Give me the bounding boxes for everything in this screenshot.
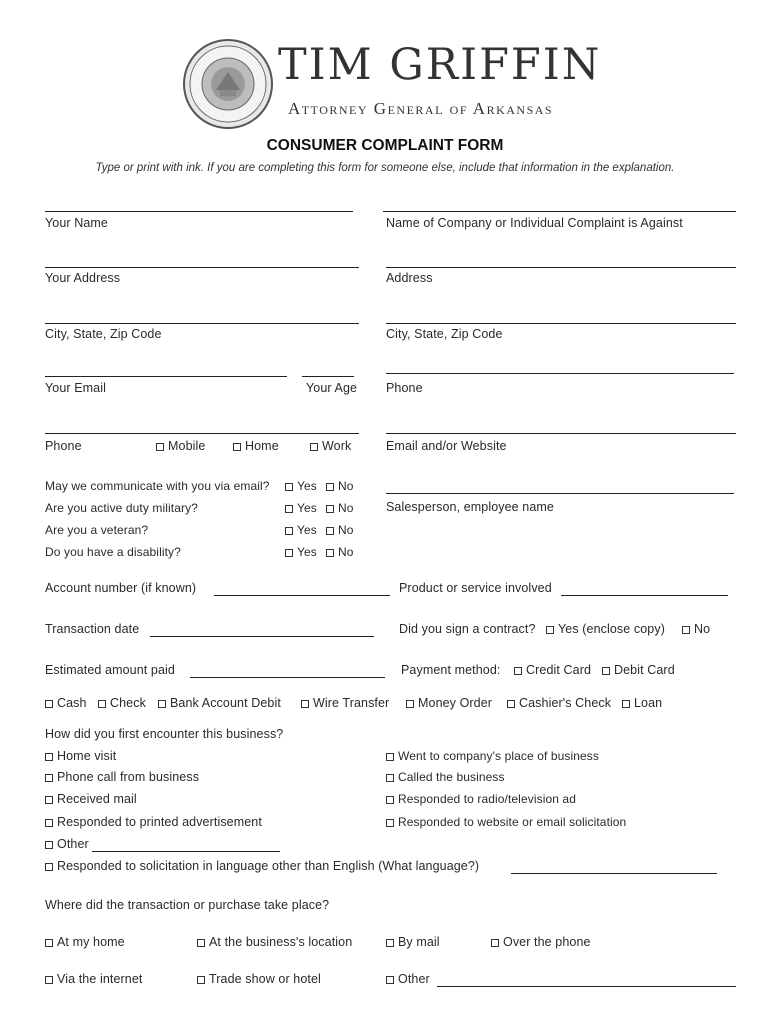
credit-card-checkbox[interactable]: Credit Card bbox=[514, 663, 591, 677]
company-city-label: City, State, Zip Code bbox=[386, 327, 503, 341]
place-trade-show-checkbox[interactable]: Trade show or hotel bbox=[197, 972, 321, 986]
your-address-label: Your Address bbox=[45, 271, 121, 285]
encounter-printed-ad-checkbox[interactable]: Responded to printed advertisement bbox=[45, 815, 262, 829]
place-internet-checkbox[interactable]: Via the internet bbox=[45, 972, 142, 986]
veteran-no-checkbox[interactable]: No bbox=[326, 523, 354, 537]
amount-paid-label: Estimated amount paid bbox=[45, 663, 175, 677]
your-age-label: Your Age bbox=[306, 381, 358, 395]
company-phone-field[interactable] bbox=[386, 373, 734, 374]
your-name-field[interactable] bbox=[45, 211, 353, 212]
company-address-field[interactable] bbox=[386, 267, 736, 268]
company-city-field[interactable] bbox=[386, 323, 736, 324]
your-phone-label: Phone bbox=[45, 439, 82, 453]
debit-card-checkbox[interactable]: Debit Card bbox=[602, 663, 675, 677]
your-city-label: City, State, Zip Code bbox=[45, 327, 162, 341]
account-number-label: Account number (if known) bbox=[45, 581, 197, 595]
payment-check-checkbox[interactable]: Check bbox=[98, 696, 146, 710]
language-field[interactable] bbox=[511, 873, 717, 874]
account-number-field[interactable] bbox=[214, 595, 390, 596]
contract-yes-checkbox[interactable]: Yes (enclose copy) bbox=[546, 622, 665, 636]
payment-wire-checkbox[interactable]: Wire Transfer bbox=[301, 696, 389, 710]
encounter-question: How did you first encounter this business? bbox=[45, 727, 284, 741]
work-checkbox[interactable]: Work bbox=[310, 439, 351, 453]
form-title: CONSUMER COMPLAINT FORM bbox=[266, 137, 504, 154]
place-business-checkbox[interactable]: At the business's location bbox=[197, 935, 352, 949]
brand-office: Attorney General of Arkansas bbox=[288, 99, 554, 118]
your-address-field[interactable] bbox=[45, 267, 359, 268]
product-service-label: Product or service involved bbox=[399, 581, 552, 595]
salesperson-label: Salesperson, employee name bbox=[386, 500, 554, 514]
attorney-general-seal bbox=[182, 38, 274, 130]
encounter-company-place-checkbox[interactable]: Went to company's place of business bbox=[386, 749, 599, 763]
encounter-radio-tv-checkbox[interactable]: Responded to radio/television ad bbox=[386, 792, 576, 806]
encounter-mail-checkbox[interactable]: Received mail bbox=[45, 792, 137, 806]
your-city-field[interactable] bbox=[45, 323, 359, 324]
payment-money-order-checkbox[interactable]: Money Order bbox=[406, 696, 492, 710]
brand-name: TIM GRIFFIN bbox=[278, 40, 602, 90]
place-phone-checkbox[interactable]: Over the phone bbox=[491, 935, 591, 949]
payment-cash-checkbox[interactable]: Cash bbox=[45, 696, 87, 710]
place-home-checkbox[interactable]: At my home bbox=[45, 935, 125, 949]
company-email-label: Email and/or Website bbox=[386, 439, 507, 453]
military-yes-checkbox[interactable]: Yes bbox=[285, 501, 317, 515]
product-service-field[interactable] bbox=[561, 595, 728, 596]
place-other-checkbox[interactable]: Other bbox=[386, 972, 430, 986]
disability-no-checkbox[interactable]: No bbox=[326, 545, 354, 559]
your-name-label: Your Name bbox=[45, 216, 108, 230]
veteran-yes-checkbox[interactable]: Yes bbox=[285, 523, 317, 537]
your-email-label: Your Email bbox=[45, 381, 106, 395]
place-other-field[interactable] bbox=[437, 986, 736, 987]
home-checkbox[interactable]: Home bbox=[233, 439, 279, 453]
place-mail-checkbox[interactable]: By mail bbox=[386, 935, 440, 949]
company-phone-label: Phone bbox=[386, 381, 423, 395]
your-phone-field[interactable] bbox=[45, 433, 359, 434]
place-question: Where did the transaction or purchase take place? bbox=[45, 898, 330, 912]
your-age-field[interactable] bbox=[302, 376, 354, 377]
transaction-date-label: Transaction date bbox=[45, 622, 140, 636]
encounter-home-visit-checkbox[interactable]: Home visit bbox=[45, 749, 116, 763]
encounter-other-field[interactable] bbox=[92, 851, 280, 852]
question-military: Are you active duty military? bbox=[45, 501, 198, 515]
encounter-other-checkbox[interactable]: Other bbox=[45, 837, 89, 851]
payment-method-label: Payment method: bbox=[401, 663, 501, 677]
disability-yes-checkbox[interactable]: Yes bbox=[285, 545, 317, 559]
military-no-checkbox[interactable]: No bbox=[326, 501, 354, 515]
email-no-checkbox[interactable]: No bbox=[326, 479, 354, 493]
mobile-checkbox[interactable]: Mobile bbox=[156, 439, 205, 453]
payment-cashiers-check-checkbox[interactable]: Cashier's Check bbox=[507, 696, 611, 710]
transaction-date-field[interactable] bbox=[150, 636, 374, 637]
payment-bank-debit-checkbox[interactable]: Bank Account Debit bbox=[158, 696, 281, 710]
encounter-called-business-checkbox[interactable]: Called the business bbox=[386, 770, 505, 784]
company-email-field[interactable] bbox=[386, 433, 736, 434]
amount-paid-field[interactable] bbox=[190, 677, 385, 678]
your-email-field[interactable] bbox=[45, 376, 287, 377]
contract-question: Did you sign a contract? bbox=[399, 622, 536, 636]
form-instructions: Type or print with ink. If you are completing this form for someone else, include that information in the explanation. bbox=[95, 162, 675, 174]
company-address-label: Address bbox=[386, 271, 433, 285]
question-veteran: Are you a veteran? bbox=[45, 523, 149, 537]
encounter-language-checkbox[interactable]: Responded to solicitation in language other than English (What language?) bbox=[45, 859, 479, 873]
question-email: May we communicate with you via email? bbox=[45, 479, 270, 493]
company-name-label: Name of Company or Individual Complaint is Against bbox=[386, 216, 683, 230]
salesperson-field[interactable] bbox=[386, 493, 734, 494]
encounter-phone-call-checkbox[interactable]: Phone call from business bbox=[45, 770, 199, 784]
contract-no-checkbox[interactable]: No bbox=[682, 622, 710, 636]
email-yes-checkbox[interactable]: Yes bbox=[285, 479, 317, 493]
payment-loan-checkbox[interactable]: Loan bbox=[622, 696, 662, 710]
company-name-field[interactable] bbox=[383, 211, 736, 212]
question-disability: Do you have a disability? bbox=[45, 545, 181, 559]
encounter-website-checkbox[interactable]: Responded to website or email solicitation bbox=[386, 815, 626, 829]
